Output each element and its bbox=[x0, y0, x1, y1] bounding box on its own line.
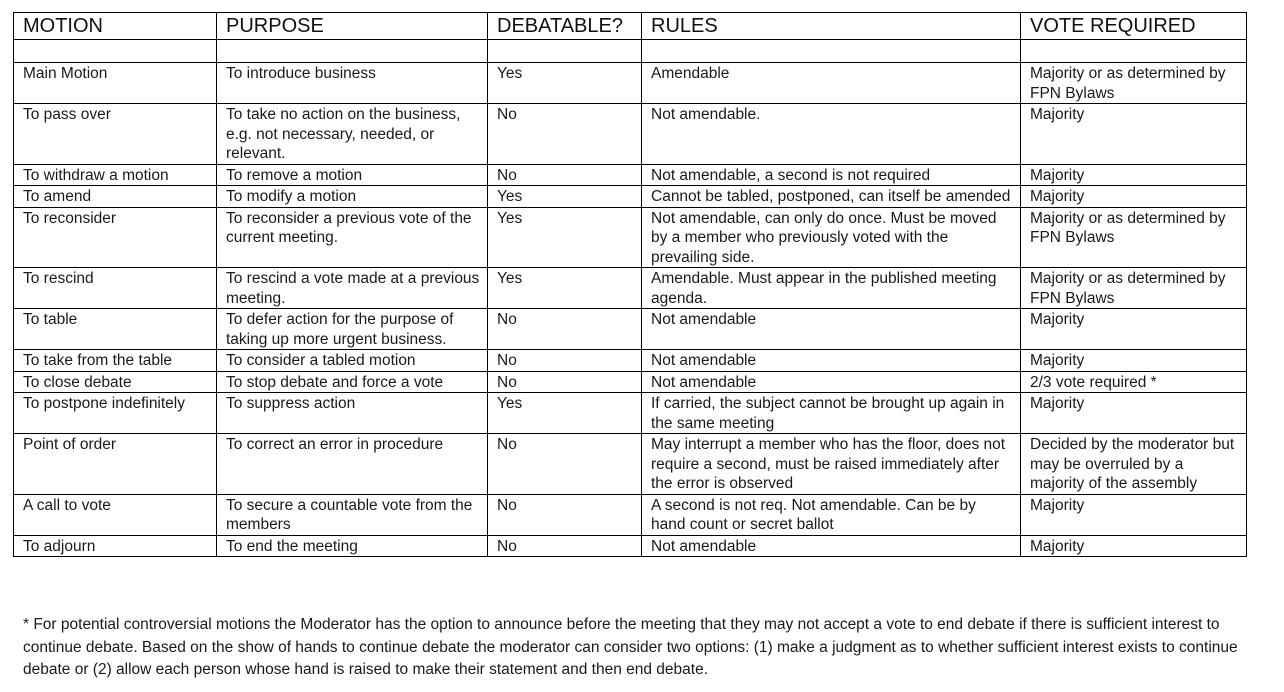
cell-debatable: No bbox=[488, 434, 642, 495]
empty-row bbox=[14, 40, 1247, 63]
cell-rules: If carried, the subject cannot be brought up again in the same meeting bbox=[642, 393, 1021, 434]
header-debatable: DEBATABLE? bbox=[488, 13, 642, 40]
cell-motion: A call to vote bbox=[14, 494, 217, 535]
cell-motion: Point of order bbox=[14, 434, 217, 495]
cell-rules: May interrupt a member who has the floor, does not require a second, must be raised immediately after the error is observed bbox=[642, 434, 1021, 495]
cell-purpose: To rescind a vote made at a previous meeting. bbox=[217, 268, 488, 309]
motions-table bbox=[13, 12, 1247, 557]
cell-purpose: To reconsider a previous vote of the current meeting. bbox=[217, 207, 488, 268]
cell-motion: To rescind bbox=[14, 268, 217, 309]
cell-purpose: To defer action for the purpose of taking up more urgent business. bbox=[217, 309, 488, 350]
empty-cell bbox=[217, 40, 488, 63]
empty-cell bbox=[14, 40, 217, 63]
cell-debatable: No bbox=[488, 164, 642, 186]
cell-vote-required: Majority bbox=[1021, 535, 1247, 557]
cell-debatable: No bbox=[488, 494, 642, 535]
cell-debatable: Yes bbox=[488, 393, 642, 434]
cell-rules: Not amendable bbox=[642, 350, 1021, 372]
table-row bbox=[14, 309, 1247, 350]
cell-rules: Not amendable. bbox=[642, 104, 1021, 165]
cell-rules: Not amendable, a second is not required bbox=[642, 164, 1021, 186]
cell-motion: To adjourn bbox=[14, 535, 217, 557]
cell-purpose: To end the meeting bbox=[217, 535, 488, 557]
empty-cell bbox=[1021, 40, 1247, 63]
header-vote-required: VOTE REQUIRED bbox=[1021, 13, 1247, 40]
cell-vote-required: Majority bbox=[1021, 494, 1247, 535]
cell-debatable: Yes bbox=[488, 207, 642, 268]
cell-rules: Not amendable bbox=[642, 309, 1021, 350]
cell-motion: To take from the table bbox=[14, 350, 217, 372]
cell-motion: To table bbox=[14, 309, 217, 350]
cell-purpose: To consider a tabled motion bbox=[217, 350, 488, 372]
cell-vote-required: Majority bbox=[1021, 104, 1247, 165]
table-row bbox=[14, 268, 1247, 309]
cell-debatable: No bbox=[488, 104, 642, 165]
cell-purpose: To introduce business bbox=[217, 63, 488, 104]
cell-rules: Not amendable bbox=[642, 371, 1021, 393]
cell-purpose: To stop debate and force a vote bbox=[217, 371, 488, 393]
cell-rules: Amendable. Must appear in the published meeting agenda. bbox=[642, 268, 1021, 309]
cell-motion: To amend bbox=[14, 186, 217, 208]
header-rules: RULES bbox=[642, 13, 1021, 40]
table-row bbox=[14, 494, 1247, 535]
table-row bbox=[14, 164, 1247, 186]
cell-purpose: To correct an error in procedure bbox=[217, 434, 488, 495]
header-row bbox=[14, 13, 1247, 40]
empty-cell bbox=[642, 40, 1021, 63]
cell-rules: Amendable bbox=[642, 63, 1021, 104]
cell-purpose: To take no action on the business, e.g. not necessary, needed, or relevant. bbox=[217, 104, 488, 165]
empty-cell bbox=[488, 40, 642, 63]
header-purpose: PURPOSE bbox=[217, 13, 488, 40]
cell-motion: To postpone indefinitely bbox=[14, 393, 217, 434]
cell-vote-required: Majority bbox=[1021, 350, 1247, 372]
cell-debatable: Yes bbox=[488, 268, 642, 309]
cell-purpose: To modify a motion bbox=[217, 186, 488, 208]
cell-debatable: No bbox=[488, 535, 642, 557]
table-row bbox=[14, 393, 1247, 434]
cell-debatable: No bbox=[488, 350, 642, 372]
cell-vote-required: Majority or as determined by FPN Bylaws bbox=[1021, 63, 1247, 104]
cell-vote-required: 2/3 vote required * bbox=[1021, 371, 1247, 393]
cell-rules: Not amendable bbox=[642, 535, 1021, 557]
table-row bbox=[14, 434, 1247, 495]
cell-rules: A second is not req. Not amendable. Can be by hand count or secret ballot bbox=[642, 494, 1021, 535]
cell-purpose: To suppress action bbox=[217, 393, 488, 434]
cell-vote-required: Majority or as determined by FPN Bylaws bbox=[1021, 207, 1247, 268]
cell-rules: Cannot be tabled, postponed, can itself be amended bbox=[642, 186, 1021, 208]
cell-vote-required: Majority or as determined by FPN Bylaws bbox=[1021, 268, 1247, 309]
table-row bbox=[14, 207, 1247, 268]
cell-motion: Main Motion bbox=[14, 63, 217, 104]
cell-motion: To withdraw a motion bbox=[14, 164, 217, 186]
cell-vote-required: Decided by the moderator but may be overruled by a majority of the assembly bbox=[1021, 434, 1247, 495]
table-row bbox=[14, 350, 1247, 372]
footnote: * For potential controversial motions the Moderator has the option to announce before the meeting that they may not accept a vote to end debate if there is sufficient interest to continue debate. Based on the show of hands to continue debate the moderator can consider two options: (1) make a judgment as to whether sufficient interest exists to continue debate or (2) allow each person whose hand is raised to make their statement and then end debate. bbox=[23, 616, 1238, 678]
table-row bbox=[14, 371, 1247, 393]
cell-purpose: To remove a motion bbox=[217, 164, 488, 186]
table-row bbox=[14, 104, 1247, 165]
header-motion: MOTION bbox=[14, 13, 217, 40]
table-row bbox=[14, 186, 1247, 208]
cell-vote-required: Majority bbox=[1021, 186, 1247, 208]
cell-motion: To pass over bbox=[14, 104, 217, 165]
cell-purpose: To secure a countable vote from the members bbox=[217, 494, 488, 535]
cell-debatable: No bbox=[488, 371, 642, 393]
table-row bbox=[14, 63, 1247, 104]
cell-vote-required: Majority bbox=[1021, 164, 1247, 186]
cell-debatable: Yes bbox=[488, 186, 642, 208]
cell-debatable: Yes bbox=[488, 63, 642, 104]
cell-motion: To close debate bbox=[14, 371, 217, 393]
cell-debatable: No bbox=[488, 309, 642, 350]
cell-vote-required: Majority bbox=[1021, 393, 1247, 434]
cell-vote-required: Majority bbox=[1021, 309, 1247, 350]
cell-motion: To reconsider bbox=[14, 207, 217, 268]
table-row bbox=[14, 535, 1247, 557]
cell-rules: Not amendable, can only do once. Must be moved by a member who previously voted with the prevailing side. bbox=[642, 207, 1021, 268]
